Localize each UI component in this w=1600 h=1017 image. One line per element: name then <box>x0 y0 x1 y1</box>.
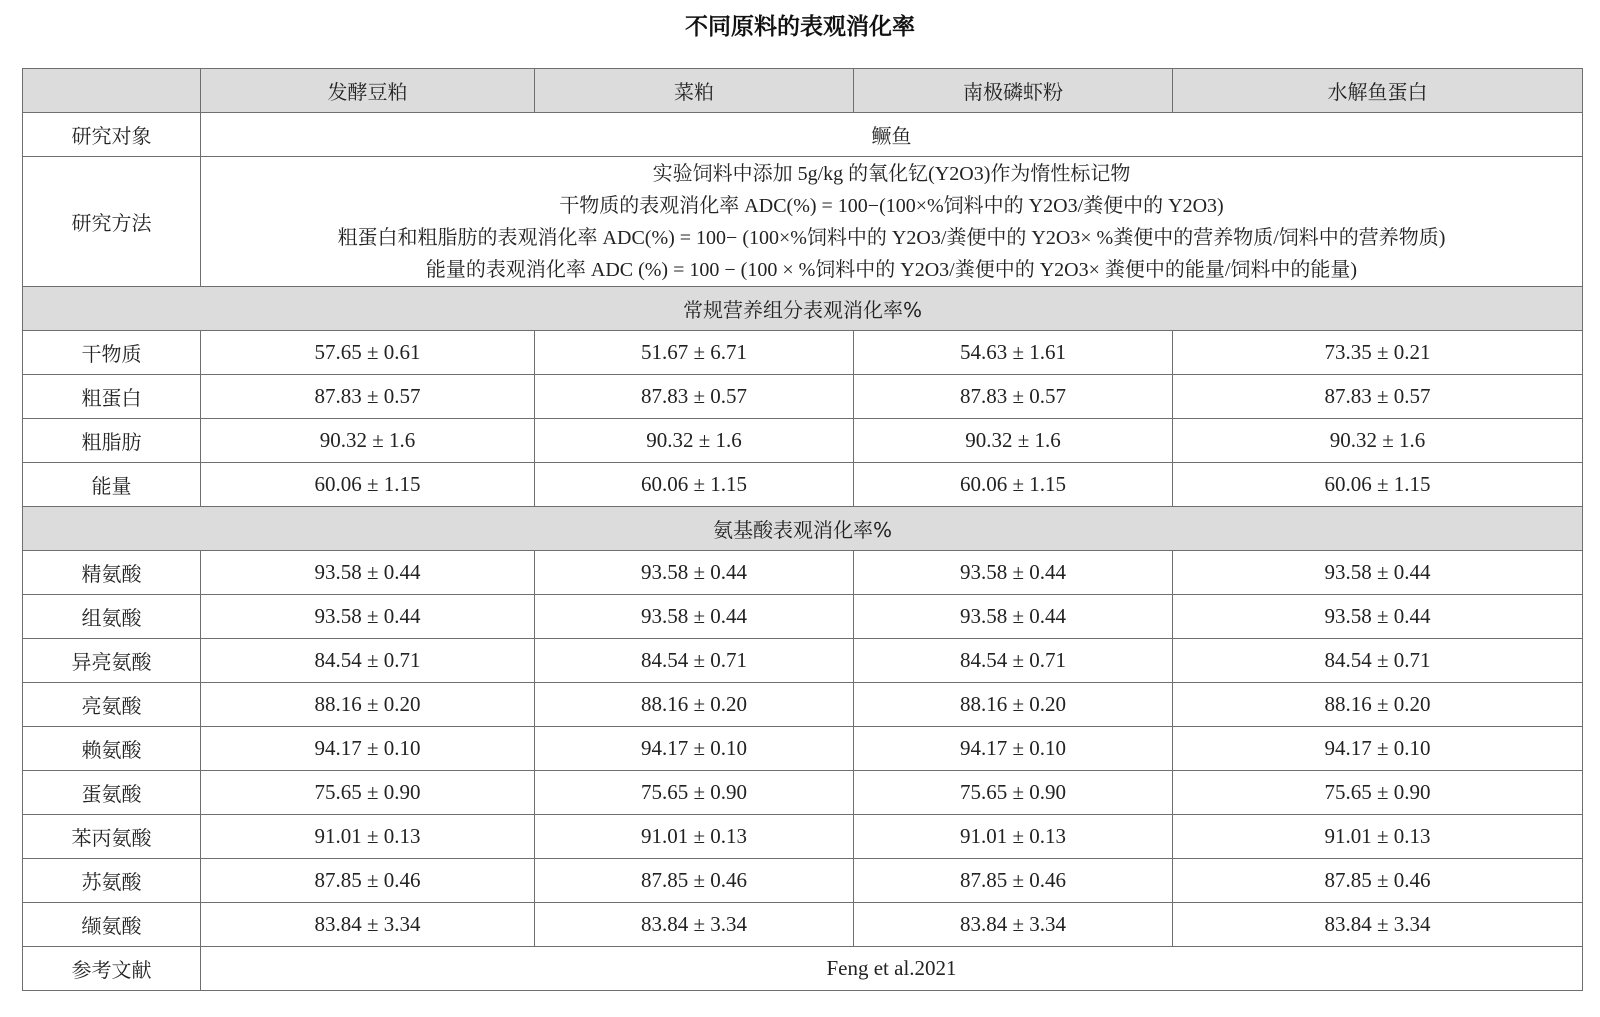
value-cell: 54.63 ± 1.61 <box>854 331 1173 375</box>
value-cell: 75.65 ± 0.90 <box>854 771 1173 815</box>
value-cell: 93.58 ± 0.44 <box>854 595 1173 639</box>
value-cell: 87.85 ± 0.46 <box>201 859 535 903</box>
value-cell: 83.84 ± 3.34 <box>535 903 854 947</box>
value-cell: 87.83 ± 0.57 <box>535 375 854 419</box>
value-cell: 83.84 ± 3.34 <box>854 903 1173 947</box>
column-header-hydrolyzed-fish-protein: 水解鱼蛋白 <box>1173 69 1583 113</box>
table-row <box>23 727 1583 771</box>
value-cell: 75.65 ± 0.90 <box>535 771 854 815</box>
value-cell: 60.06 ± 1.15 <box>535 463 854 507</box>
row-label: 赖氨酸 <box>23 727 201 771</box>
table-row <box>23 903 1583 947</box>
value-cell: 88.16 ± 0.20 <box>535 683 854 727</box>
row-label: 苯丙氨酸 <box>23 815 201 859</box>
section1-body <box>23 331 1583 507</box>
value-cell: 75.65 ± 0.90 <box>1173 771 1583 815</box>
section-header-amino-acids <box>23 507 1583 551</box>
row-label: 苏氨酸 <box>23 859 201 903</box>
value-cell: 87.83 ± 0.57 <box>854 375 1173 419</box>
value-cell: 75.65 ± 0.90 <box>201 771 535 815</box>
row-label: 亮氨酸 <box>23 683 201 727</box>
column-header-krill-meal: 南极磷虾粉 <box>854 69 1173 113</box>
value-cell: 84.54 ± 0.71 <box>535 639 854 683</box>
method-line: 实验饲料中添加 5g/kg 的氧化钇(Y2O3)作为惰性标记物 <box>652 162 1131 185</box>
row-label: 组氨酸 <box>23 595 201 639</box>
value-cell: 60.06 ± 1.15 <box>1173 463 1583 507</box>
digestibility-table <box>22 68 1583 991</box>
table-row <box>23 595 1583 639</box>
value-cell: 88.16 ± 0.20 <box>1173 683 1583 727</box>
value-cell: 93.58 ± 0.44 <box>1173 551 1583 595</box>
value-cell: 87.83 ± 0.57 <box>201 375 535 419</box>
row-label: 精氨酸 <box>23 551 201 595</box>
value-cell: 90.32 ± 1.6 <box>1173 419 1583 463</box>
value-cell: 87.85 ± 0.46 <box>1173 859 1583 903</box>
value-cell: 83.84 ± 3.34 <box>1173 903 1583 947</box>
value-cell: 91.01 ± 0.13 <box>201 815 535 859</box>
table-row <box>23 859 1583 903</box>
section-header-conventional <box>23 287 1583 331</box>
table-row <box>23 771 1583 815</box>
value-cell: 88.16 ± 0.20 <box>201 683 535 727</box>
table-row <box>23 375 1583 419</box>
row-label: 异亮氨酸 <box>23 639 201 683</box>
value-cell: 93.58 ± 0.44 <box>535 595 854 639</box>
value-cell: 93.58 ± 0.44 <box>1173 595 1583 639</box>
value-cell: 88.16 ± 0.20 <box>854 683 1173 727</box>
table-row <box>23 683 1583 727</box>
row-label: 蛋氨酸 <box>23 771 201 815</box>
value-cell: 93.58 ± 0.44 <box>201 551 535 595</box>
row-label: 缬氨酸 <box>23 903 201 947</box>
section-label: 常规营养组分表观消化率% <box>23 287 1583 331</box>
subject-label: 研究对象 <box>23 113 201 157</box>
table-row <box>23 463 1583 507</box>
table-title: 不同原料的表观消化率 <box>685 14 915 40</box>
method-row <box>23 157 1583 287</box>
value-cell: 84.54 ± 0.71 <box>1173 639 1583 683</box>
value-cell: 73.35 ± 0.21 <box>1173 331 1583 375</box>
reference-value: Feng et al.2021 <box>201 947 1583 991</box>
value-cell: 93.58 ± 0.44 <box>201 595 535 639</box>
table-row <box>23 639 1583 683</box>
value-cell: 84.54 ± 0.71 <box>854 639 1173 683</box>
section2-body <box>23 551 1583 947</box>
table-row <box>23 551 1583 595</box>
table-row <box>23 815 1583 859</box>
reference-label: 参考文献 <box>23 947 201 991</box>
value-cell: 51.67 ± 6.71 <box>535 331 854 375</box>
row-label: 能量 <box>23 463 201 507</box>
value-cell: 87.83 ± 0.57 <box>1173 375 1583 419</box>
value-cell: 94.17 ± 0.10 <box>201 727 535 771</box>
value-cell: 90.32 ± 1.6 <box>854 419 1173 463</box>
row-label: 干物质 <box>23 331 201 375</box>
value-cell: 91.01 ± 0.13 <box>1173 815 1583 859</box>
value-cell: 84.54 ± 0.71 <box>201 639 535 683</box>
method-line: 能量的表观消化率 ADC (%) = 100 − (100 × %饲料中的 Y2O3/粪便中的 Y2O3× 粪便中的能量/饲料中的能量) <box>425 258 1358 281</box>
value-cell: 60.06 ± 1.15 <box>854 463 1173 507</box>
value-cell: 87.85 ± 0.46 <box>854 859 1173 903</box>
value-cell: 93.58 ± 0.44 <box>854 551 1173 595</box>
value-cell: 91.01 ± 0.13 <box>535 815 854 859</box>
value-cell: 91.01 ± 0.13 <box>854 815 1173 859</box>
value-cell: 83.84 ± 3.34 <box>201 903 535 947</box>
table-row <box>23 419 1583 463</box>
header-row <box>23 69 1583 113</box>
row-label: 粗脂肪 <box>23 419 201 463</box>
table-row <box>23 331 1583 375</box>
method-description <box>201 157 1583 287</box>
reference-row <box>23 947 1583 991</box>
section-label: 氨基酸表观消化率% <box>23 507 1583 551</box>
header-corner <box>23 69 201 113</box>
column-header-fermented-soybean-meal: 发酵豆粕 <box>201 69 535 113</box>
value-cell: 57.65 ± 0.61 <box>201 331 535 375</box>
value-cell: 94.17 ± 0.10 <box>854 727 1173 771</box>
subject-row <box>23 113 1583 157</box>
method-line: 干物质的表观消化率 ADC(%) = 100−(100×%饲料中的 Y2O3/粪便中的 Y2O3) <box>559 194 1224 217</box>
method-label: 研究方法 <box>23 157 201 287</box>
row-label: 粗蛋白 <box>23 375 201 419</box>
value-cell: 93.58 ± 0.44 <box>535 551 854 595</box>
value-cell: 94.17 ± 0.10 <box>535 727 854 771</box>
subject-value: 鳜鱼 <box>201 113 1583 157</box>
method-line: 粗蛋白和粗脂肪的表观消化率 ADC(%) = 100− (100×%饲料中的 Y2O3/粪便中的 Y2O3× %粪便中的营养物质/饲料中的营养物质) <box>337 226 1446 249</box>
value-cell: 94.17 ± 0.10 <box>1173 727 1583 771</box>
value-cell: 87.85 ± 0.46 <box>535 859 854 903</box>
value-cell: 60.06 ± 1.15 <box>201 463 535 507</box>
column-header-rapeseed-meal: 菜粕 <box>535 69 854 113</box>
value-cell: 90.32 ± 1.6 <box>535 419 854 463</box>
value-cell: 90.32 ± 1.6 <box>201 419 535 463</box>
